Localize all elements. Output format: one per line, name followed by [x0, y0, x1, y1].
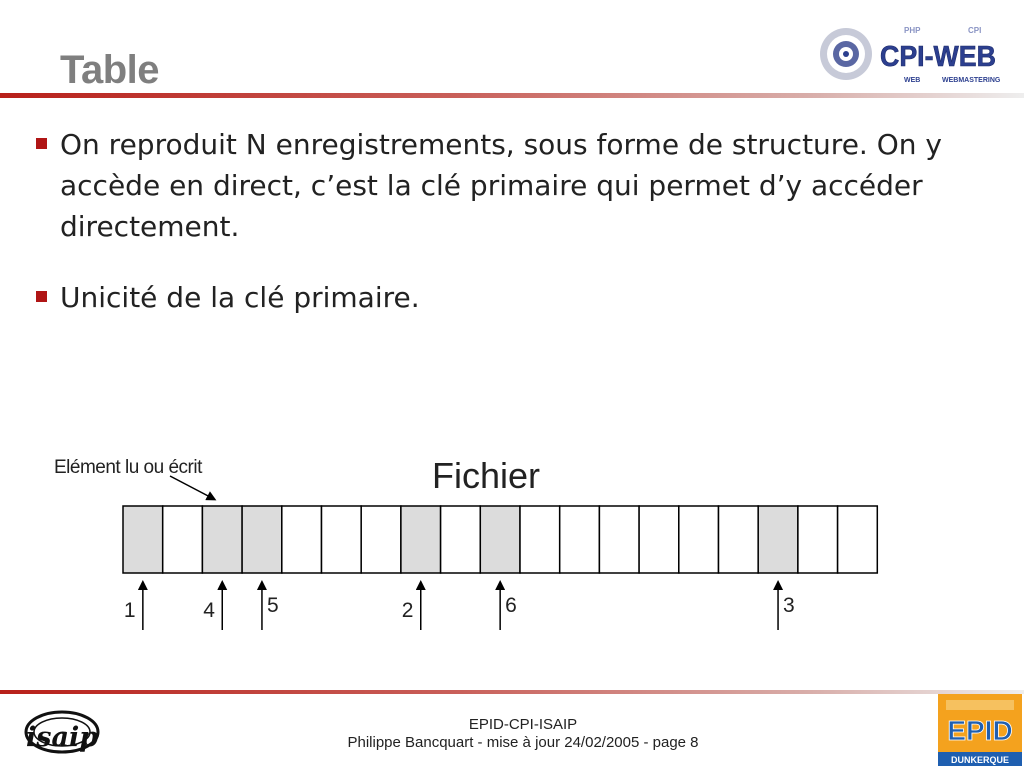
svg-text:CPI-WEB: CPI-WEB — [880, 41, 996, 73]
record-cell — [679, 506, 719, 573]
bullet-text: On reproduit N enregistrements, sous forme de structure. On y accède en direct, c’est la clé primaire qui permet d’y accéder directement. — [60, 128, 942, 243]
footer-line-1: EPID-CPI-ISAIP — [468, 716, 578, 733]
cpi-web-logo — [818, 22, 1000, 88]
svg-text:EPID: EPID — [947, 715, 1013, 746]
record-cell — [282, 506, 322, 573]
bullet-item — [34, 124, 994, 247]
access-order-label: 3 — [783, 594, 795, 617]
access-order-label: 6 — [505, 594, 517, 617]
record-cell — [599, 506, 639, 573]
bullet-text: Unicité de la clé primaire. — [60, 281, 420, 314]
element-pointer-arrow — [170, 476, 212, 498]
record-cell — [520, 506, 560, 573]
record-cell — [758, 506, 798, 573]
isaip-logo — [20, 706, 102, 762]
svg-text:DUNKERQUE: DUNKERQUE — [950, 755, 1010, 765]
record-cell — [441, 506, 481, 573]
svg-text:PHP: PHP — [904, 26, 921, 35]
svg-text:CPI: CPI — [968, 26, 982, 35]
footer-divider — [0, 690, 1024, 694]
bullet-square-icon — [36, 291, 47, 302]
record-cell — [480, 506, 520, 573]
diagram-title: Fichier — [432, 455, 541, 496]
svg-text:WEB: WEB — [904, 77, 921, 84]
footer-line-2: Philippe Bancquart - mise à jour 24/02/2005 - page 8 — [347, 734, 699, 751]
record-cell — [719, 506, 759, 573]
bullet-square-icon — [36, 138, 47, 149]
access-order-label: 4 — [203, 599, 215, 622]
file-diagram — [40, 440, 900, 660]
record-cell — [163, 506, 203, 573]
bullet-list — [34, 124, 994, 348]
slide-title: Table — [60, 48, 160, 92]
footer — [300, 716, 746, 752]
title-divider — [0, 93, 1024, 98]
svg-text:WEBMASTERING: WEBMASTERING — [942, 77, 1000, 84]
record-cell — [798, 506, 838, 573]
bullet-item — [34, 277, 994, 318]
record-cell — [202, 506, 242, 573]
access-order-label: 1 — [123, 599, 136, 622]
record-cell — [123, 506, 163, 573]
record-cell — [838, 506, 878, 573]
record-cell — [361, 506, 401, 573]
element-label: Elément lu ou écrit — [54, 457, 202, 478]
access-order-label: 5 — [266, 594, 279, 617]
access-order-label: 2 — [401, 599, 414, 622]
record-cell — [242, 506, 282, 573]
epid-logo — [938, 694, 1022, 766]
record-cell — [322, 506, 362, 573]
record-cell — [639, 506, 679, 573]
svg-text:isaip: isaip — [26, 722, 99, 753]
record-cell — [401, 506, 441, 573]
record-cell — [560, 506, 600, 573]
